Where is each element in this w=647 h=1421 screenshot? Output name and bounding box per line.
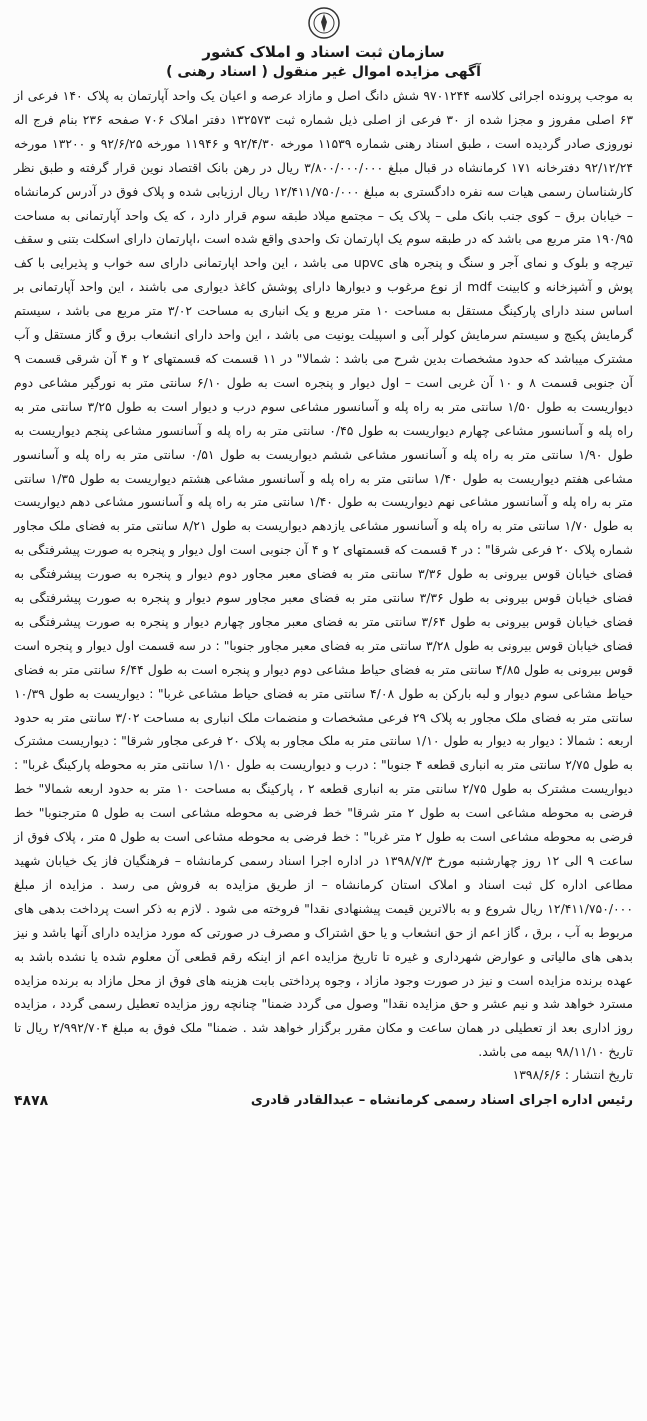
- publication-date: تاریخ انتشار : ۱۳۹۸/۶/۶: [512, 1067, 633, 1083]
- notice-subtitle: آگهی مزایده اموال غیر منقول ( اسناد رهنی ): [166, 64, 481, 80]
- notice-header: [14, 42, 633, 82]
- signer-line: رئیس اداره اجرای اسناد رسمی کرمانشاه – عبدالقادر قادری: [250, 1093, 633, 1109]
- organization-title: سازمان ثبت اسناد و املاک کشور: [202, 43, 445, 61]
- registration-emblem-icon: [307, 6, 341, 40]
- notice-footer: [14, 1090, 633, 1112]
- notice-code: ۴۸۷۸: [14, 1093, 49, 1110]
- notice-body: به موجب پرونده اجرائی کلاسه ۹۷۰۱۲۴۴ شش دانگ اصل و مازاد عرصه و اعیان یک واحد آپارتمان به پلاک ۱۴۰ فرعی از ۶۳ اصلی مفروز و مجزا شده از ۳۰ فرعی از اصلی ذیل شماره ثبت ۱۳۲۵۷۳ دفتر املاک ۷۰۶ صفحه ۲۳۶ بنام فرج اله نوروزی صادر گردیده است ، طبق اسناد رهنی شماره ۱۱۵۳۹ مورخه ۹۲/۴/۳۰ و ۱۱۹۴۶ مورخه ۹۲/۶/۲۵ و ۱۳۲۰۰ مورخه ۹۲/۱۲/۲۴ دفترخانه ۱۷۱ کرمانشاه در قبال مبلغ ۳/۸۰۰/۰۰۰/۰۰۰ ریال در رهن بانک اقتصاد نوین قرار گرفته و طبق نظر کارشناسان رسمی هیات سه نفره دادگستری به مبلغ ۱۲/۴۱۱/۷۵۰/۰۰۰ ریال ارزیابی شده و پلاک فوق در آدرس کرمانشاه – خیابان برق – کوی جنب بانک ملی – پلاک یک – مجتمع میلاد طبقه سوم قرار دارد ، که یک واحد آپارتمانی به مساحت ۱۹۰/۹۵ متر مربع می باشد که در طبقه سوم یک اپارتمان تک واحدی واقع شده است ،اپارتمان دارای اسکلت بتنی و سقف تیرچه و بلوک و نمای آجر و سنگ و پنجره های upvc می باشد ، این واحد اپارتمانی دارای سه خواب و پذیرایی با کف پوش و آشپزخانه و کابینت mdf از نوع مرغوب و دیوارها دارای پوشش کاغذ دیواری می باشند ، این واحد آپارتمانی بر اساس سند دارای پارکینگ مستقل به مساحت ۱۰ متر مربع و یک انباری به مساحت ۳/۰۲ متر مربع می باشد ، سیستم گرمایش پکیج و سیستم سرمایش کولر آبی و اسپیلت یونیت می باشد ، این واحد دارای انشعاب برق و گاز مستقل و آب مشترک میباشد که حدود مشخصات بدین شرح می باشد : شمالا" در ۱۱ قسمت که قسمتهای ۲ و ۴ آن شرقی قسمت ۹ آن جنوبی قسمت ۸ و ۱۰ آن غربی است – اول دیوار و پنجره است به طول ۶/۱۰ سانتی متر به نورگیر مشاعی دوم دیواریست به طول ۱/۵۰ سانتی متر به راه پله و آسانسور مشاعی سوم درب و دیوار است به طول ۳/۲۵ سانتی متر به راه پله و آسانسور مشاعی چهارم دیواریست به طول ۰/۴۵ سانتی متر به راه پله و آسانسور مشاعی پنجم دیواریست به طول ۱/۹۰ سانتی متر به راه پله و آسانسور مشاعی ششم دیواریست به طول ۰/۵۱ سانتی متر به راه پله و آسانسور مشاعی هفتم دیواریست به طول ۱/۴۰ سانتی متر به راه پله و آسانسور مشاعی هشتم دیواریست به طول ۱/۳۵ سانتی متر به راه پله و آسانسور مشاعی نهم دیواریست به طول ۱/۴۰ سانتی متر به راه پله و آسانسور مشاعی دهم دیواریست به طول ۱/۷۰ سانتی متر به راه پله و آسانسور مشاعی یازدهم دیواریست به طول ۸/۲۱ سانتی متر به فضای ملک مجاور شماره پلاک ۲۰ فرعی شرقا" : در ۴ قسمت که قسمتهای ۲ و ۴ آن جنوبی است اول دیوار و پنجره به صورت پیشرفتگی به فضای خیابان قوس بیرونی به طول ۳/۳۶ سانتی متر به فضای معبر مجاور دوم دیوار و پنجره به صورت پیشرفتگی به فضای خیابان قوس بیرونی به طول ۳/۳۶ سانتی متر به فضای معبر مجاور سوم دیوار و پنجره به صورت پیشرفتگی به فضای خیابان قوس بیرونی به طول ۳/۶۴ سانتی متر به فضای معبر مجاور چهارم دیوار و پنجره به صورت پیشرفتگی به فضای خیابان قوس بیرونی به طول ۳/۲۸ سانتی متر به فضای معبر مجاور جنوبا" : در سه قسمت اول دیوار و پنجره است قوس بیرونی به طول ۴/۸۵ سانتی متر به فضای حیاط مشاعی دوم دیوار و پنجره است به طول ۶/۴۴ سانتی متر به فضای حیاط مشاعی سوم دیوار و لبه بارکن به طول ۴/۰۸ سانتی متر به فضای حیاط مشاعی غربا" : دیواریست به طول ۱۰/۳۹ سانتی متر به فضای ملک مجاور به پلاک ۲۹ فرعی مشخصات و منضمات ملک انباری به مساحت ۳/۰۲ سانتی متر به حدود اربعه : شمالا : دیوار به دیوار به طول ۱/۱۰ سانتی متر به ملک مجاور به پلاک ۲۰ فرعی مجاور شرقا" : دیواریست مشترک به طول ۲/۷۵ سانتی متر به انباری قطعه ۴ جنوبا" : درب و دیواریست به طول ۱/۱۰ سانتی متر به محوطه پارکینگ غربا" : دیواریست مشترک به طول ۲/۷۵ سانتی متر به انباری قطعه ۲ ، پارکینگ به مساحت ۱۰ متر به حدود اربعه شمالا" خط فرضی به محوطه مشاعی است به طول ۲ متر شرقا" خط فرضی به محوطه مشاعی است به طول ۵ مترجنوبا" خط فرضی به محوطه مشاعی است به طول ۲ متر غربا" : خط فرضی به محوطه مشاعی است به طول ۵ متر ، پلاک فوق از ساعت ۹ الی ۱۲ روز چهارشنبه مورخ ۱۳۹۸/۷/۳ در اداره اجرا اسناد رسمی کرمانشاه – فرهنگیان فاز یک خیابان شهید مطاعی اداره کل ثبت اسناد و املاک استان کرمانشاه – از طریق مزایده به فروش می رسد . مزایده از مبلغ ۱۲/۴۱۱/۷۵۰/۰۰۰ ریال شروع و به بالاترین قیمت پیشنهادی نقدا" فروخته می شود . لازم به ذکر است پرداخت بدهی های مربوط به آب ، برق ، گاز اعم از حق انشعاب و یا حق اشتراک و مصرف در صورتی که مورد مزایده دارای آنها باشد و نیز بدهی های مالیاتی و عوارض شهرداری و غیره تا تاریخ مزایده اعم از اینکه رقم قطعی آن معلوم شده یا نشده باشد به عهده برنده مزایده است و نیز در صورت وجود مازاد ، وجوه پرداختی بابت هزینه های فوق از محل مازاد به برنده مزایده مسترد خواهد شد و نیم عشر و حق مزایده نقدا" وصول می گردد ضمنا" چنانچه روز مزایده تعطیل رسمی گردد ، مزایده روز اداری بعد از تعطیلی در همان ساعت و مکان مقرر برگزار خواهد شد . ضمنا" ملک فوق به مبلغ ۲/۹۹۲/۷۰۴ ریال تا تاریخ ۹۸/۱۱/۱۰ بیمه می باشد.: [14, 88, 634, 1060]
